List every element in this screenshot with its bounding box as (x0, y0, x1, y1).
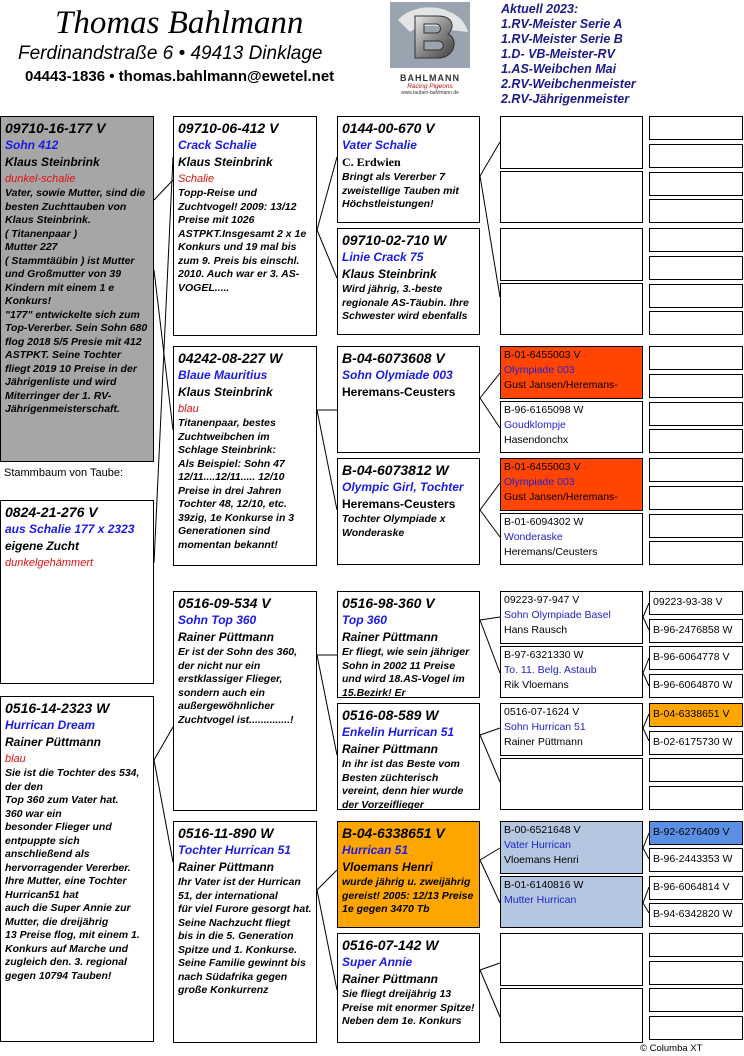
ring-number: B-01-6455003 V (504, 461, 581, 473)
breeder-name: Thomas Bahlmann (55, 5, 304, 41)
pigeon-card-subject-dam (0, 696, 154, 1042)
pigeon-small-b1a (500, 346, 643, 399)
ring-number: 04242-08-227 W (178, 350, 283, 366)
achievement-item: 1.RV-Meister Serie B (501, 32, 623, 46)
logo-url: www.tauben-bahlmann.de (401, 90, 459, 96)
empty-pedigree-box (649, 172, 743, 196)
breeder: Klaus Steinbrink (178, 385, 273, 399)
pigeon-name: Sohn Hurrican 51 (504, 721, 586, 733)
empty-pedigree-box (649, 786, 743, 810)
ring-number: B-97-6321330 W (504, 649, 584, 661)
logo-subtitle: Racing Pigeons (407, 83, 453, 90)
ring-number: 0516-11-890 W (178, 825, 274, 841)
pigeon-name: Sohn Top 360 (178, 613, 257, 627)
ring-number: 09710-06-412 V (178, 120, 279, 136)
ring-number: 09223-97-947 V (504, 594, 580, 606)
empty-pedigree-box (649, 374, 743, 398)
breeder: Vloemans Henri (504, 854, 579, 866)
bahlmann-logo (390, 2, 470, 94)
empty-pedigree-box (649, 486, 743, 510)
pigeon-name: Tochter Hurrican 51 (178, 843, 291, 857)
empty-pedigree-box (649, 256, 743, 280)
ring-number: B-00-6521648 V (504, 824, 581, 836)
pigeon-small-c1b (500, 646, 643, 698)
pigeon-name: Olympiade 003 (504, 476, 575, 488)
pigeon-description: Tochter Olympiade x Wonderaske (342, 513, 446, 539)
pigeon-description: Bringt als Vererber 7 zweistellige Tauben mit Höchstleistungen! (342, 171, 459, 210)
ring-number: B-01-6140816 W (504, 879, 584, 891)
empty-pedigree-box (649, 458, 743, 482)
pigeon-small-d1b (500, 876, 643, 928)
pigeon-description: Er ist der Sohn des 360, der nicht nur ein erstklassiger Flieger, sondern auch ein außergewöhnlicher Zuchtvogel ist..............! (178, 646, 298, 726)
pigeon-small-b2b (500, 513, 643, 565)
ring-number: B-01-6094302 W (504, 516, 584, 528)
empty-pedigree-box (649, 988, 743, 1012)
pigeon-description: Sie fliegt dreijährig 13 Preise mit enormer Spitze! Neben dem 1e. Konkurs (342, 988, 475, 1027)
breeder: Klaus Steinbrink (342, 267, 437, 281)
pigeon-description: Vater, sowie Mutter, sind die besten Zuchttauben von Klaus Steinbrink. ( Titanenpaar ) Mutter 227 ( Stammtäübin ) ist Mutter und Großmutter von 39 Kindern mit einem 1 e Konkurs! "177" entwickelte sich zum Top-Vererber. Sein Sohn 680 flog 2018 5/5 Presie mit 412 ASTPKT. Seine Tochter fliegt 2019 10 Preise in der Jährigenliste und wird Miterringer der 1. RV-Jährigenmeisterschaft. (5, 187, 148, 415)
breeder: Gust Jansen/Heremans- (504, 491, 618, 503)
pigeon-name: Super Annie (342, 955, 413, 969)
ring-number: 0516-07-142 W (342, 937, 439, 953)
plumage-color: blau (5, 753, 26, 765)
ring-number: 09710-02-710 W (342, 232, 447, 248)
pigeon-far-r14: B-02-6175730 W (649, 731, 743, 755)
empty-pedigree-box (500, 283, 643, 335)
empty-pedigree-box (500, 116, 643, 169)
pigeon-description: Ihr Vater ist der Hurrican 51, der international für viel Furore gesorgt hat. Seine Nachzucht fliegt bis in die 5. Generation Spitze und 1. Konkurse. Seine Familie gewinnt bis nach Südafrika gegen große Konkurrenz (178, 876, 312, 996)
pigeon-name: Blaue Mauritius (178, 368, 268, 382)
breeder: eigene Zucht (5, 539, 80, 553)
achievement-item: 1.AS-Weibchen Mai (501, 62, 617, 76)
ring-number: B-01-6455003 V (504, 349, 581, 361)
pigeon-name: Top 360 (342, 613, 387, 627)
pigeon-card-p-d (173, 821, 317, 1043)
breeder: Hans Rausch (504, 624, 568, 636)
achievements-panel (501, 2, 636, 107)
pigeon-card-g-d2 (337, 933, 480, 1043)
pigeon-card-g-a2 (337, 228, 480, 335)
ring-number: B-04-6073812 W (342, 462, 449, 478)
breeder: Rik Vloemans (504, 679, 569, 691)
pigeon-far-r18: B-94-6342820 W (649, 903, 743, 927)
pigeon-far-r12: B-96-6064870 W (649, 674, 743, 698)
empty-pedigree-box (649, 933, 743, 957)
empty-pedigree-box (500, 228, 643, 281)
empty-pedigree-box (649, 1016, 743, 1040)
breeder: C. Erdwien (342, 155, 401, 169)
breeder: Rainer Püttmann (5, 735, 102, 749)
pigeon-far-r10: B-96-2476858 W (649, 619, 743, 643)
pigeon-small-d1a (500, 821, 643, 874)
pigeon-card-g-d1 (337, 821, 480, 928)
pigeon-description: wurde jährig u. zweijährig gereist! 2005: 12/13 Preise 1e gegen 3470 Tb (342, 876, 474, 915)
empty-pedigree-box (649, 541, 743, 565)
breeder: Hasendonchx (504, 434, 569, 446)
pigeon-name: Vater Hurrican (504, 839, 571, 851)
pigeon-description: Topp-Reise und Zuchtvogel! 2009: 13/12 Preise mit 1026 ASTPKT.Insgesamt 2 x 1e Konkurs und 19 mal bis zum 9. Preis bis einschl. 2010. Auch war er 3. AS- VOGEL..... (178, 187, 307, 294)
pigeon-name: Linie Crack 75 (342, 250, 424, 264)
achievement-item: 1.RV-Meister Serie A (501, 17, 623, 31)
achievements-title: Aktuell 2023: (501, 2, 579, 16)
pigeon-name: To. 11. Belg. Astaub (504, 664, 597, 676)
breeder: Rainer Püttmann (342, 630, 439, 644)
ring-number: 0516-98-360 V (342, 595, 435, 611)
pigeon-card-p-c (173, 591, 317, 811)
pigeon-name: Olympic Girl, Tochter (342, 480, 464, 494)
pigeon-name: Hurrican 51 (342, 843, 409, 857)
achievement-item: 2.RV-Weibchenmeister (501, 77, 636, 91)
empty-pedigree-box (649, 429, 743, 453)
breeder: Rainer Püttmann (342, 742, 439, 756)
empty-pedigree-box (649, 961, 743, 985)
pigeon-name: Goudklompje (504, 419, 566, 431)
empty-pedigree-box (649, 514, 743, 538)
ring-number: 0516-14-2323 W (5, 700, 110, 716)
pigeon-name: Wonderaske (504, 531, 563, 543)
pigeon-name: Vater Schalie (342, 138, 417, 152)
ring-number: 0516-08-589 W (342, 707, 439, 723)
breeder: Heremans/Ceusters (504, 546, 598, 558)
breeder: Klaus Steinbrink (5, 155, 100, 169)
breeder: Gust Jansen/Heremans- (504, 379, 618, 391)
pigeon-logo-icon (390, 2, 470, 68)
ring-number: B-04-6338651 V (342, 825, 445, 841)
logo-text: BAHLMANN (400, 73, 460, 83)
pigeon-card-subject-sire (0, 116, 154, 462)
pigeon-description: Sie ist die Tochter des 534, der den Top 360 zum Vater hat. 360 war ein besonder Flieger und entpuppte sich anschließend als hervorragender Vererber. Ihre Mutter, eine Tochter Hurrican51 hat auch die Super Annie zur Mutter, die dreijährig 13 Preise flog, mit einem 1. Konkurs auf Marche und zugleich den. 3. regional gegen 10794 Tauben! (5, 767, 140, 982)
pigeon-description: Titanenpaar, bestes Zuchtweibchen im Schlage Steinbrink: Als Beispiel: Sohn 47 12/11....12/11..... 12/10 Preise in drei Jahren Tochter 48, 12/10, etc. 39zig, 1e Konkurse in 3 Generationen sind momentan bekannt! (178, 417, 295, 551)
pigeon-name: Sohn Olymiade 003 (342, 368, 453, 382)
pigeon-name: Hurrican Dream (5, 718, 96, 732)
ring-number: 0824-21-276 V (5, 504, 98, 520)
pigeon-card-subject (0, 500, 154, 684)
breeder-address: Ferdinandstraße 6 • 49413 Dinklage (18, 43, 323, 64)
pigeon-card-g-b2 (337, 458, 480, 565)
plumage-color: Schalie (178, 173, 215, 185)
ring-number: B-04-6073608 V (342, 350, 445, 366)
empty-pedigree-box (500, 933, 643, 986)
pigeon-name: Enkelin Hurrican 51 (342, 725, 455, 739)
pigeon-description: In ihr ist das Beste vom Besten züchterisch vereint, denn hier wurde der Vorzeiflieger (342, 758, 464, 810)
empty-pedigree-box (649, 284, 743, 308)
plumage-color: dunkel-schalie (5, 173, 76, 185)
empty-pedigree-box (649, 228, 743, 252)
breeder-contact: 04443-1836 • thomas.bahlmann@ewetel.net (25, 68, 335, 85)
stammbaum-label: Stammbaum von Taube: (4, 467, 124, 479)
empty-pedigree-box (649, 346, 743, 370)
pigeon-far-r13: B-04-6338651 V (649, 703, 743, 727)
plumage-color: blau (178, 403, 199, 415)
ring-number: 0516-07-1624 V (504, 706, 580, 718)
pigeon-name: Sohn Olympiade Basel (504, 609, 611, 621)
ring-number: 09710-16-177 V (5, 120, 106, 136)
pigeon-description: Wird jährig, 3.-beste regionale AS-Täubin. Ihre Schwester wird ebenfalls (342, 283, 469, 322)
pigeon-card-g-a1 (337, 116, 480, 223)
breeder: Rainer Püttmann (504, 736, 583, 748)
empty-pedigree-box (649, 311, 743, 335)
ring-number: 0144-00-670 V (342, 120, 435, 136)
pigeon-far-r15: B-92-6276409 V (649, 821, 743, 845)
pigeon-small-c2a (500, 703, 643, 756)
empty-pedigree-box (649, 144, 743, 168)
pigeon-description: Er fliegt, wie sein jähriger Sohn in 2002 11 Preise und wird 18.AS-Vogel im 15.Bezirk! Er (342, 646, 470, 698)
breeder: Heremans-Ceusters (342, 385, 456, 399)
breeder: Rainer Püttmann (178, 860, 275, 874)
empty-pedigree-box (649, 402, 743, 426)
breeder: Rainer Püttmann (178, 630, 275, 644)
pigeon-card-p-b (173, 346, 317, 566)
pigeon-card-g-c2 (337, 703, 480, 810)
breeder: Heremans-Ceusters (342, 497, 456, 511)
pigeon-card-p-a (173, 116, 317, 336)
achievement-item: 2.RV-Jährigenmeister (501, 92, 630, 106)
pigeon-card-g-c1 (337, 591, 480, 698)
ring-number: B-96-6165098 W (504, 404, 584, 416)
empty-pedigree-box (500, 988, 643, 1043)
empty-pedigree-box (649, 199, 743, 223)
pigeon-name: Sohn 412 (5, 138, 59, 152)
plumage-color: dunkelgehämmert (5, 557, 94, 569)
pigeon-far-r11: B-96-6064778 V (649, 646, 743, 670)
breeder: Klaus Steinbrink (178, 155, 273, 169)
breeder: Rainer Püttmann (342, 972, 439, 986)
pigeon-name: Crack Schalie (178, 138, 257, 152)
empty-pedigree-box (500, 758, 643, 810)
pigeon-far-r9: 09223-93-38 V (649, 591, 743, 615)
breeder: Vloemans Henri (342, 860, 433, 874)
pigeon-far-r17: B-96-6064814 V (649, 876, 743, 900)
ring-number: 0516-09-534 V (178, 595, 271, 611)
pigeon-card-g-b1 (337, 346, 480, 453)
pigeon-name: aus Schalie 177 x 2323 (5, 522, 135, 536)
empty-pedigree-box (649, 116, 743, 140)
pigeon-name: Mutter Hurrican (504, 894, 577, 906)
footer-copyright: © Columba XT (640, 1043, 703, 1054)
achievement-item: 1.D- VB-Meister-RV (501, 47, 615, 61)
pigeon-small-b1b (500, 401, 643, 453)
empty-pedigree-box (649, 758, 743, 782)
pigeon-small-c1a (500, 591, 643, 644)
pigeon-name: Olympiade 003 (504, 364, 575, 376)
empty-pedigree-box (500, 171, 643, 223)
pigeon-small-b2a (500, 458, 643, 511)
pigeon-far-r16: B-96-2443353 W (649, 848, 743, 872)
